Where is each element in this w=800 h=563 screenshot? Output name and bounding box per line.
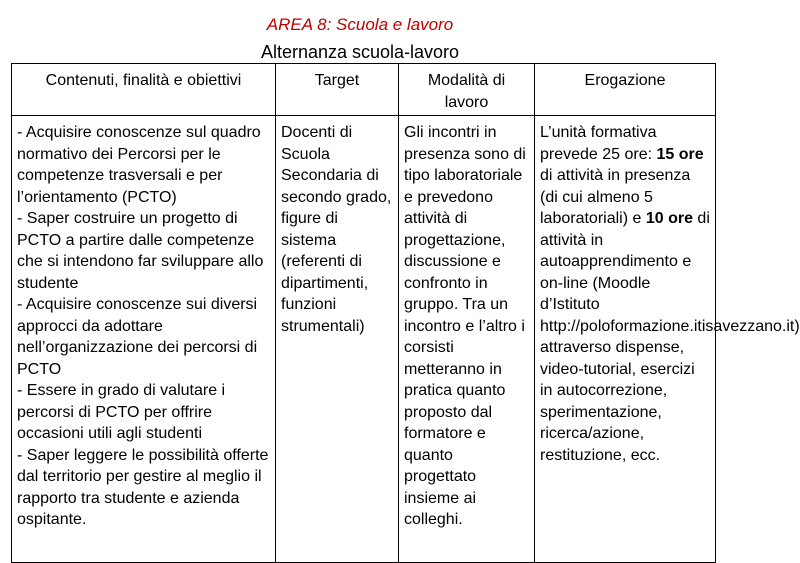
- column-header-modalita: Modalità di lavoro: [399, 64, 535, 116]
- page-title: Alternanza scuola-lavoro: [260, 42, 460, 62]
- course-table: [11, 63, 800, 563]
- cell-modalita: [399, 116, 535, 563]
- column-header-erogazione: Erogazione: [535, 64, 716, 116]
- area-title: AREA 8: Scuola e lavoro: [266, 15, 454, 34]
- modalita-text: Gli incontri in presenza sono di tipo laboratoriale e prevedono attività di progettazione, discussione e confronto in gruppo. Tra un incontro e l’altro i corsisti metteranno in pratica quanto proposto dal formatore e quanto progettato insieme ai colleghi.: [404, 124, 526, 528]
- erogazione-part1: L’unità formativa prevede 25 ore:: [540, 124, 657, 163]
- contenuti-text: - Acquisire conoscenze sul quadro normativo dei Percorsi per le competenze trasversali e per l’orientamento (PCTO) - Saper costruire un progetto di PCTO a partire dalle competenze che si intendono far sviluppare allo studente - Acquisire conoscenze sui diversi approcci da adottare nell’organizzazione dei percorsi di PCTO - Essere in grado di valutare i percorsi di PCTO per offrire occasioni utili agli studenti - Saper leggere le possibilità offerte dal territorio per gestire al meglio il rapporto tra studente e azienda ospitante.: [17, 124, 269, 528]
- cell-target: [276, 116, 399, 563]
- erogazione-bold2: 10 ore: [645, 210, 693, 227]
- table-row: [12, 116, 716, 563]
- column-header-target: Target: [276, 64, 399, 116]
- column-header-contenuti: Contenuti, finalità e obiettivi: [12, 64, 276, 116]
- table-header-row: [12, 64, 716, 116]
- target-text: Docenti di Scuola Secondaria di secondo grado, figure di sistema (referenti di dipartimenti, funzioni strumentali): [281, 124, 392, 335]
- cell-contenuti: [12, 116, 276, 563]
- erogazione-text: [540, 122, 800, 466]
- erogazione-bold1: 15 ore: [656, 145, 704, 163]
- erogazione-part3: di attività in autoapprendimento e on-line (Moodle d’Istituto http://poloformazione.itisavezzano.it) attraverso dispense, video-tutorial, esercizi in autocorrezione, sperimentazione, ricerca/azione, restituzione, ecc.: [540, 210, 800, 464]
- cell-erogazione: [535, 116, 800, 563]
- erogazione-part2: di attività in presenza (di cui almeno 5 laboratoriali) e: [540, 167, 691, 227]
